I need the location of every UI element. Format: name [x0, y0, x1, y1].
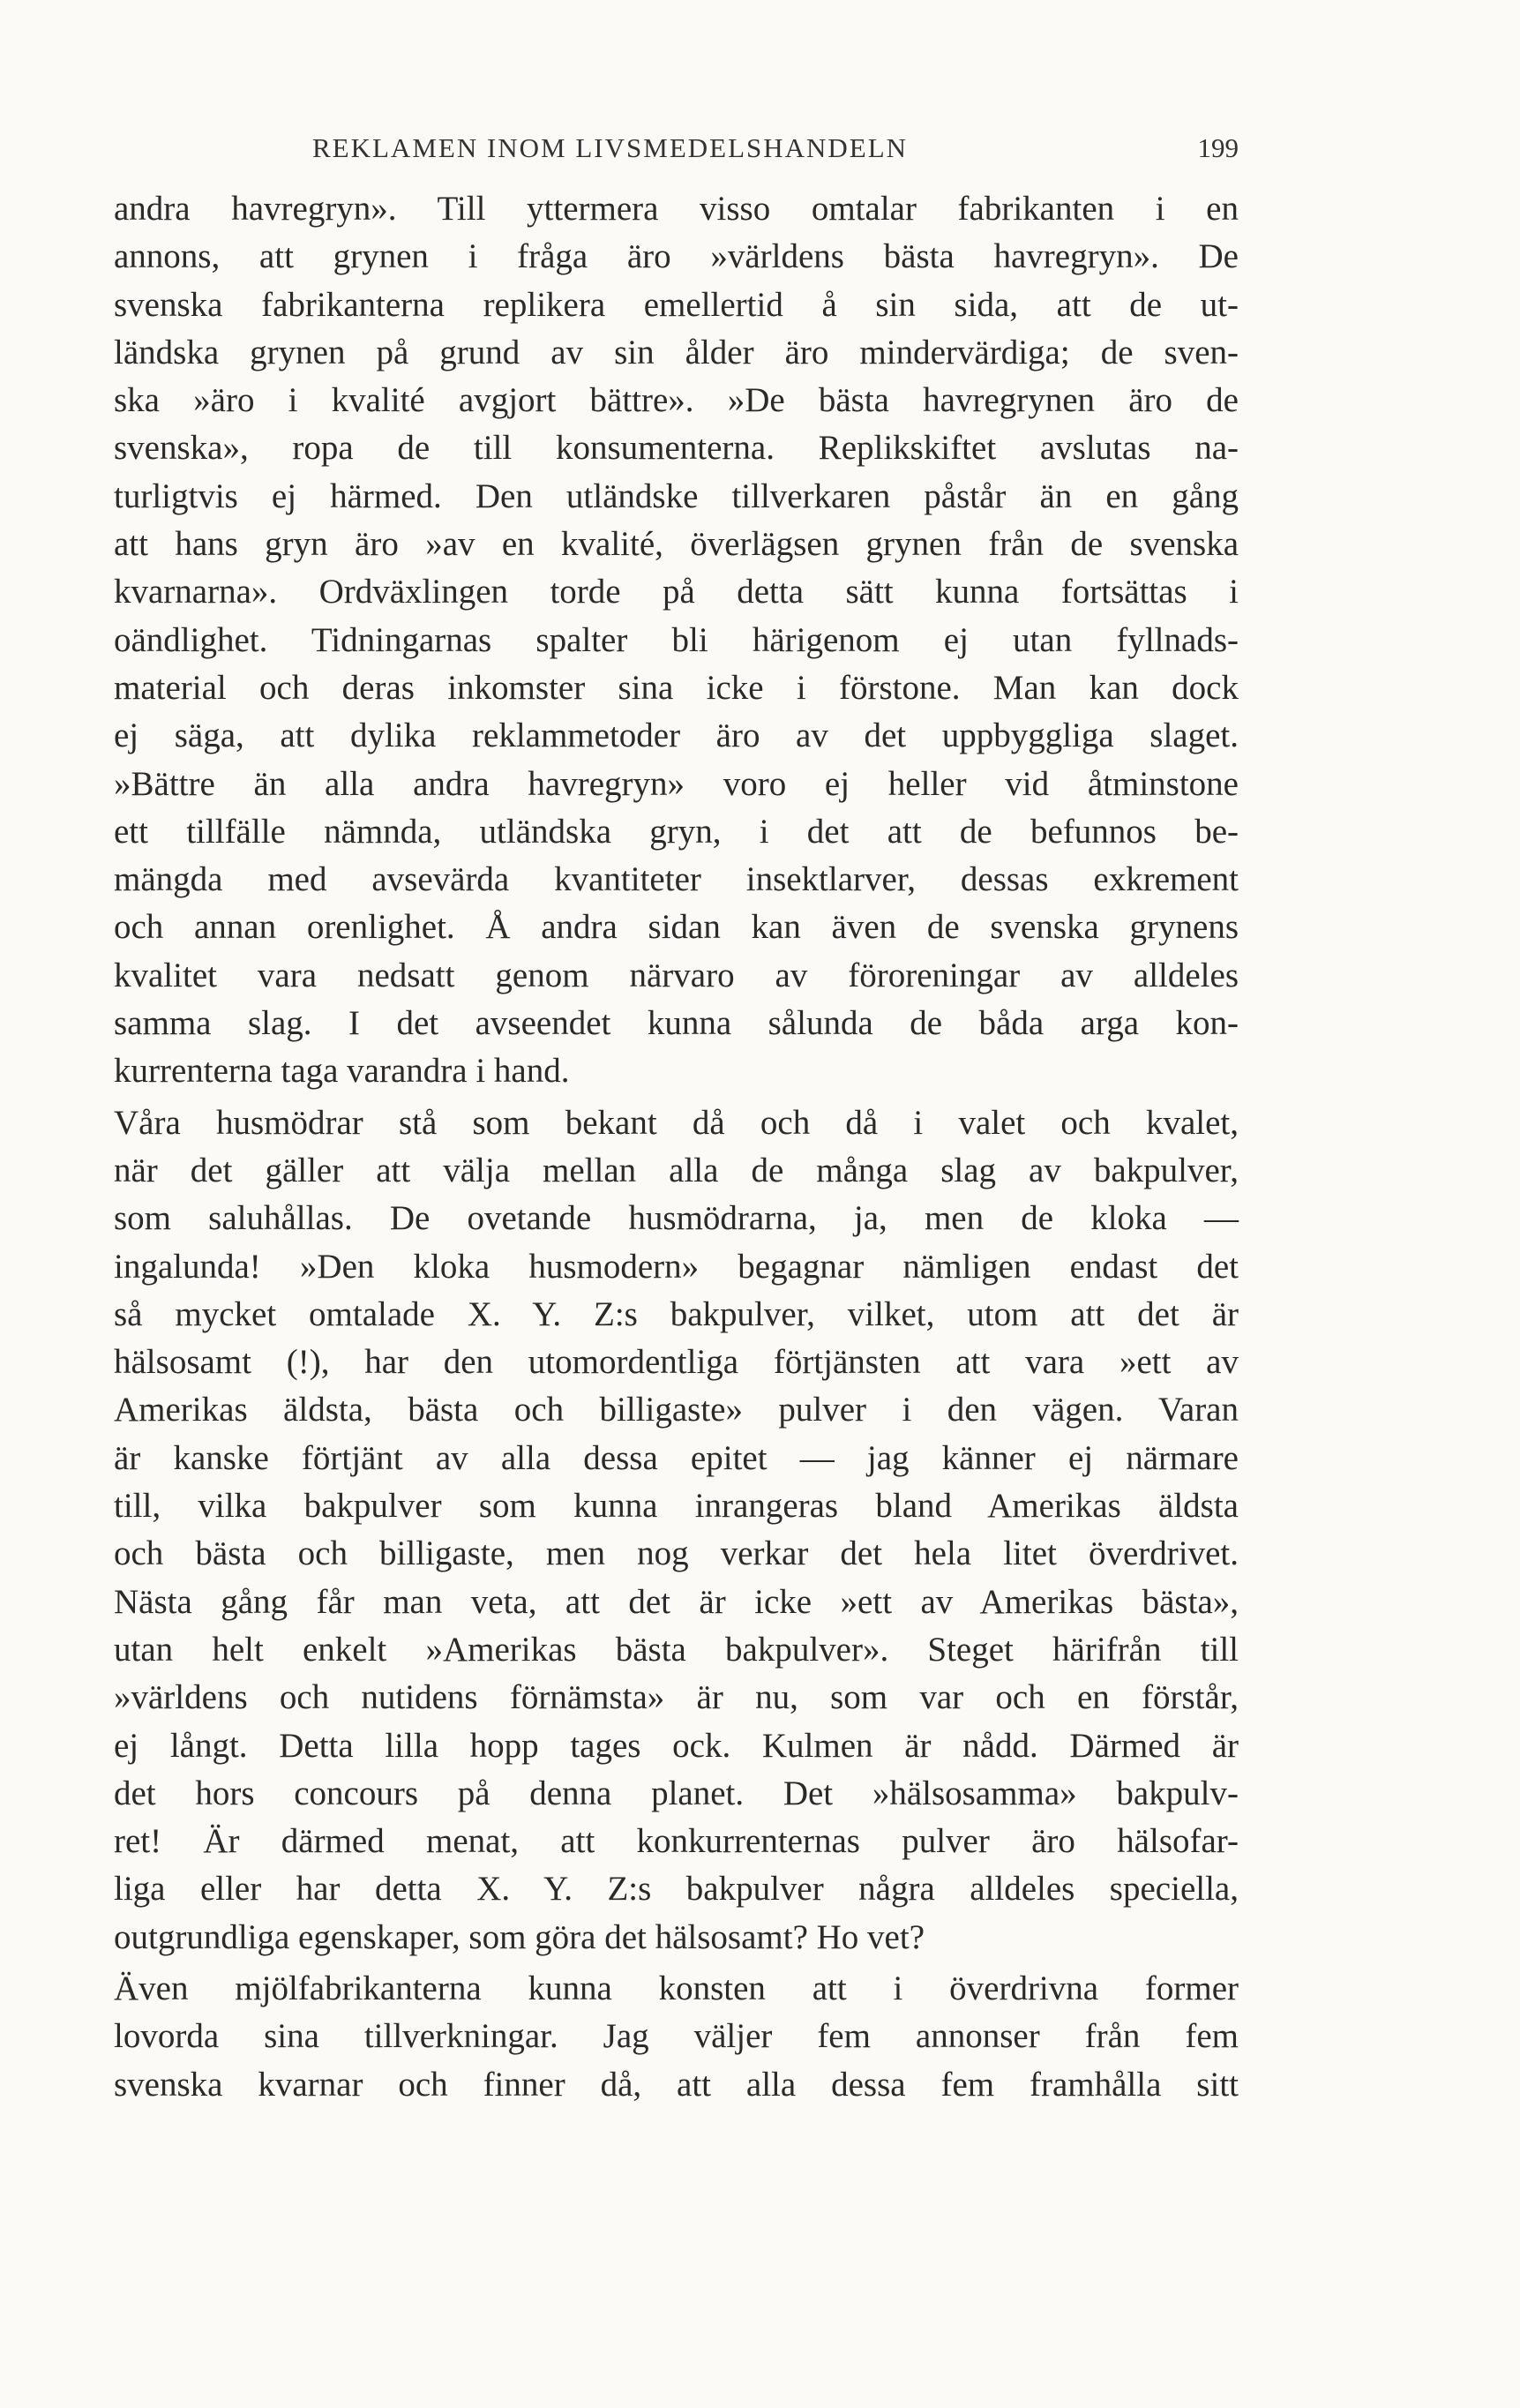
- text-line: och bästa och billigaste, men nog verkar det hela litet överdrivet.: [114, 1534, 1239, 1573]
- text-line: Även mjölfabrikanterna kunna konsten att i överdrivna former: [114, 1969, 1239, 2007]
- text-line: ska »äro i kvalité avgjort bättre». »De bästa havregrynen äro de: [114, 381, 1239, 420]
- text-line: det hors concours på denna planet. Det »hälsosamma» bakpulv-: [114, 1774, 1239, 1812]
- text-line: material och deras inkomster sina icke i förstone. Man kan dock: [114, 668, 1239, 707]
- text-line: hälsosamt (!), har den utomordentliga förtjänsten att vara »ett av: [114, 1343, 1239, 1382]
- text-line: så mycket omtalade X. Y. Z:s bakpulver, vilket, utom att det är: [114, 1294, 1239, 1333]
- text-line: »Bättre än alla andra havregryn» voro ej heller vid åtminstone: [114, 764, 1239, 803]
- text-line: svenska», ropa de till konsumenterna. Replikskiftet avslutas na-: [114, 429, 1239, 468]
- text-line: ej långt. Detta lilla hopp tages ock. Kulmen är nådd. Därmed är: [114, 1726, 1239, 1765]
- text-line: Våra husmödrar stå som bekant då och då i valet och kvalet,: [114, 1103, 1239, 1142]
- text-line: oändlighet. Tidningarnas spalter bli härigenom ej utan fyllnads-: [114, 620, 1239, 659]
- page-number: 199: [1197, 132, 1239, 163]
- running-head: [114, 132, 1239, 176]
- running-title: REKLAMEN INOM LIVSMEDELSHANDELN: [312, 132, 909, 163]
- text-line: kurrenterna taga varandra i hand.: [114, 1052, 570, 1091]
- text-line: turligtvis ej härmed. Den utländske tillverkaren påstår än en gång: [114, 476, 1239, 515]
- text-line: svenska fabrikanterna replikera emellertid å sin sida, att de ut-: [114, 285, 1239, 324]
- paragraph: [114, 185, 1239, 1096]
- text-line: ret! Är därmed menat, att konkurrenternas pulver äro hälsofar-: [114, 1822, 1239, 1861]
- text-line: ej säga, att dylika reklammetoder äro av det uppbyggliga slaget.: [114, 716, 1239, 755]
- paragraph: [114, 1099, 1239, 1962]
- text-line: lovorda sina tillverkningar. Jag väljer fem annonser från fem: [114, 2017, 1239, 2056]
- paragraph: [114, 1965, 1239, 2109]
- book-page: [114, 132, 1239, 2109]
- text-line: som saluhållas. De ovetande husmödrarna, ja, men de kloka —: [114, 1199, 1239, 1238]
- text-line: ingalunda! »Den kloka husmodern» begagnar nämligen endast det: [114, 1247, 1239, 1286]
- text-line: till, vilka bakpulver som kunna inrangeras bland Amerikas äldsta: [114, 1487, 1239, 1526]
- text-line: svenska kvarnar och finner då, att alla dessa fem framhålla sitt: [114, 2065, 1239, 2104]
- text-line: att hans gryn äro »av en kvalité, överlägsen grynen från de svenska: [114, 525, 1239, 564]
- text-line: Nästa gång får man veta, att det är icke »ett av Amerikas bästa»,: [114, 1582, 1239, 1621]
- text-line: andra havregryn». Till yttermera visso omtalar fabrikanten i en: [114, 190, 1239, 228]
- text-line: ländska grynen på grund av sin ålder äro mindervärdiga; de sven-: [114, 333, 1239, 371]
- text-line: kvarnarna». Ordväxlingen torde på detta sätt kunna fortsättas i: [114, 573, 1239, 611]
- text-line: när det gäller att välja mellan alla de många slag av bakpulver,: [114, 1151, 1239, 1189]
- text-line: är kanske förtjänt av alla dessa epitet — jag känner ej närmare: [114, 1438, 1239, 1477]
- body-text: [114, 185, 1239, 2109]
- text-line: kvalitet vara nedsatt genom närvaro av föroreningar av alldeles: [114, 956, 1239, 994]
- text-line: utan helt enkelt »Amerikas bästa bakpulver». Steget härifrån till: [114, 1630, 1239, 1669]
- text-line: »världens och nutidens förnämsta» är nu, som var och en förstår,: [114, 1678, 1239, 1717]
- text-line: liga eller har detta X. Y. Z:s bakpulver några alldeles speciella,: [114, 1870, 1239, 1909]
- text-line: outgrundliga egenskaper, som göra det hälsosamt? Ho vet?: [114, 1917, 925, 1956]
- text-line: annons, att grynen i fråga äro »världens bästa havregryn». De: [114, 237, 1239, 276]
- text-line: ett tillfälle nämnda, utländska gryn, i det att de befunnos be-: [114, 812, 1239, 851]
- text-line: samma slag. I det avseendet kunna sålunda de båda arga kon-: [114, 1004, 1239, 1043]
- text-line: Amerikas äldsta, bästa och billigaste» pulver i den vägen. Varan: [114, 1391, 1239, 1429]
- text-line: och annan orenlighet. Å andra sidan kan även de svenska grynens: [114, 908, 1239, 947]
- text-line: mängda med avsevärda kvantiteter insektlarver, dessas exkrement: [114, 860, 1239, 899]
